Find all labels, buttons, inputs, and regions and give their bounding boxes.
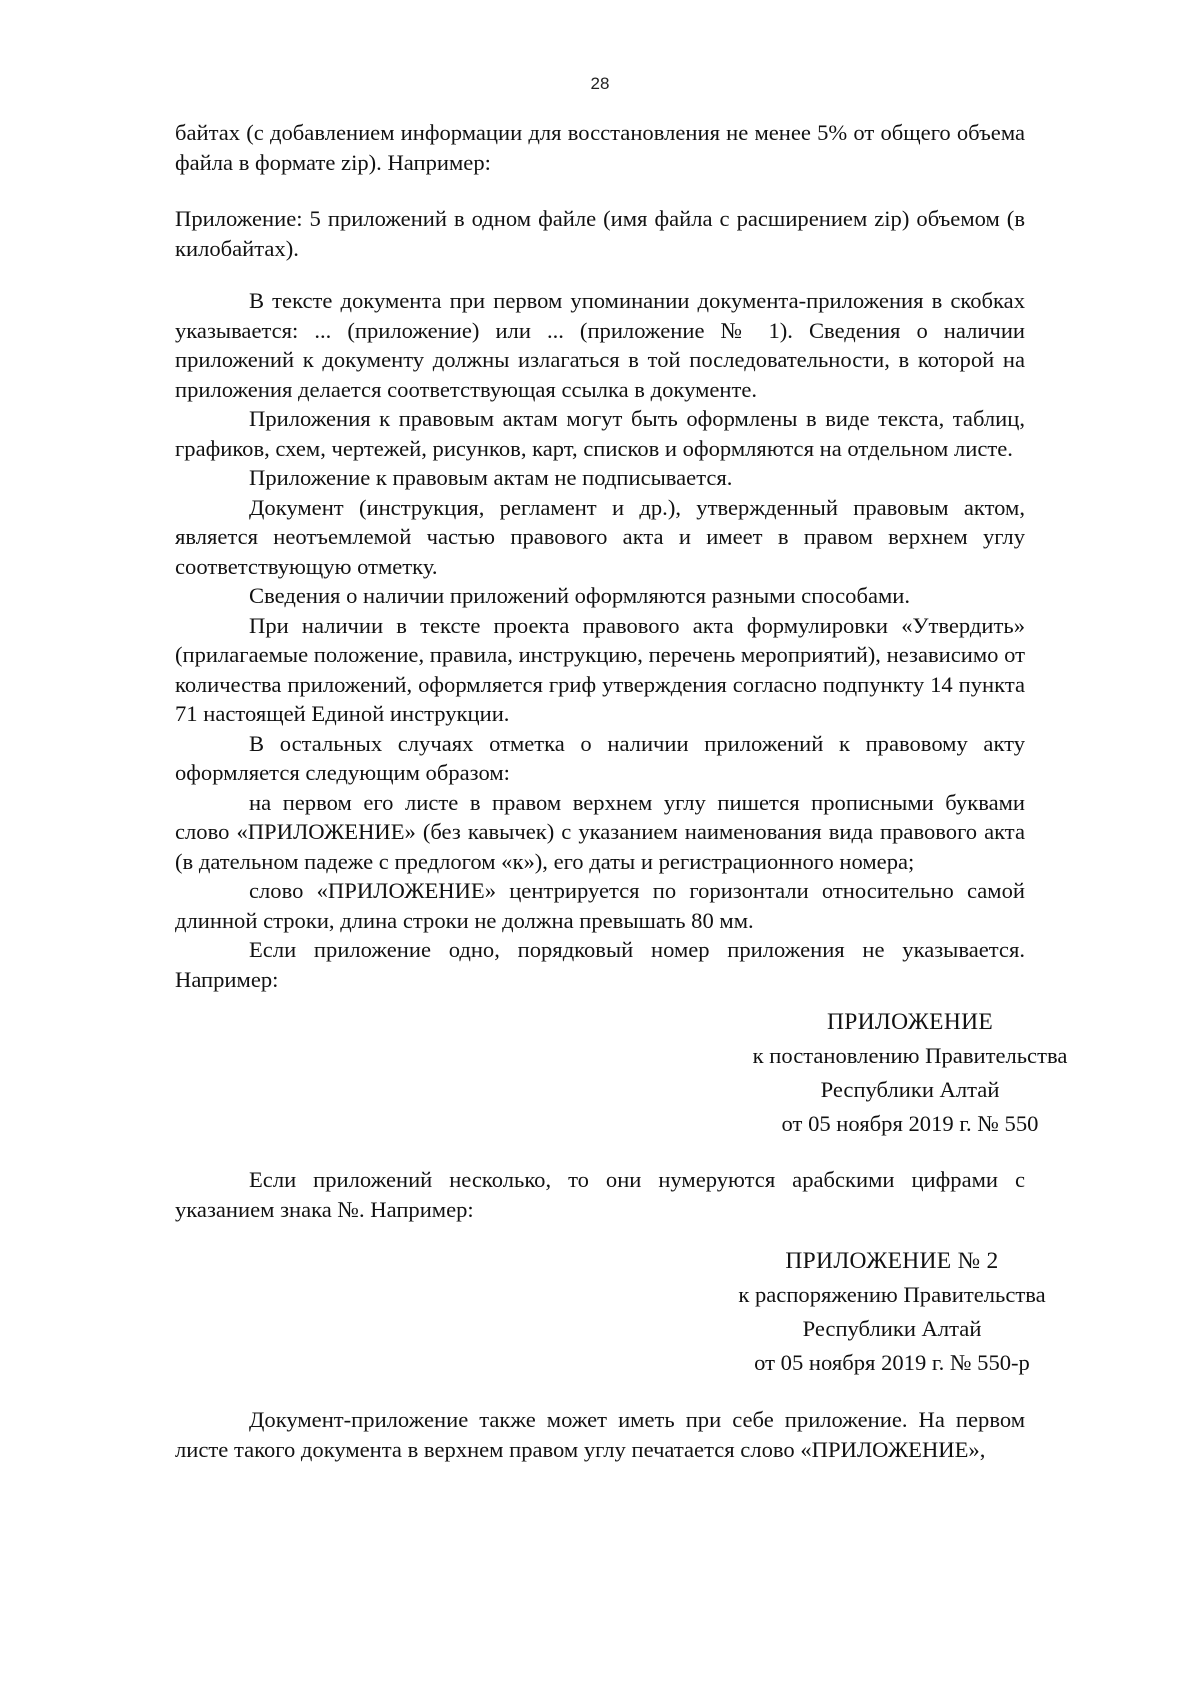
- example-attachment-note: [175, 204, 1025, 263]
- paragraph: Сведения о наличии приложений оформляются разными способами.: [249, 583, 911, 608]
- main-text-block: [175, 286, 1025, 994]
- paragraph: Документ-приложение также может иметь при себе приложение. На первом листе такого документа в верхнем правом углу печатается слово «ПРИЛОЖЕНИЕ»,: [175, 1407, 1025, 1462]
- stamp-line: к распоряжению Правительства: [738, 1282, 1046, 1307]
- paragraph-nested-appendix: [175, 1405, 1025, 1464]
- paragraph: байтах (с добавлением информации для восстановления не менее 5% от общего объема файла в формате zip). Например:: [175, 120, 1025, 175]
- stamp-line: Республики Алтай: [820, 1077, 1000, 1102]
- stamp-line: к постановлению Правительства: [752, 1043, 1068, 1068]
- paragraph: Приложение к правовым актам не подписывается.: [249, 465, 733, 490]
- paragraph: В остальных случаях отметка о наличии приложений к правовому акту оформляется следующим образом:: [175, 730, 1025, 785]
- paragraph: на первом его листе в правом верхнем углу пишется прописными буквами слово «ПРИЛОЖЕНИЕ» (без кавычек) с указанием наименования вида правового акта (в дательном падеже с предлогом «к»), его даты и регистрационного номера;: [175, 789, 1025, 874]
- stamp-heading: ПРИЛОЖЕНИЕ № 2: [785, 1248, 999, 1274]
- stamp-line: Республики Алтай: [802, 1316, 982, 1341]
- paragraph-multiple-appendices: [175, 1165, 1025, 1224]
- paragraph: слово «ПРИЛОЖЕНИЕ» центрируется по горизонтали относительно самой длинной строки, длина строки не должна превышать 80 мм.: [175, 878, 1025, 933]
- paragraph: При наличии в тексте проекта правового акта формулировки «Утвердить» (прилагаемые положение, правила, инструкцию, перечень мероприятий), независимо от количества приложений, оформляется гриф утверждения согласно подпункту 14 пункта 71 настоящей Единой инструкции.: [175, 612, 1025, 726]
- paragraph: Если приложений несколько, то они нумеруются арабскими цифрами с указанием знака №. Например:: [175, 1167, 1025, 1222]
- paragraph: Приложение: 5 приложений в одном файле (имя файла с расширением zip) объемом (в килобайтах).: [175, 206, 1025, 261]
- page-number: 28: [590, 74, 610, 93]
- appendix-stamp-example-1: [685, 1005, 1135, 1141]
- paragraph: Если приложение одно, порядковый номер приложения не указывается. Например:: [175, 937, 1025, 992]
- paragraph: В тексте документа при первом упоминании документа-приложения в скобках указывается: ... (приложение) или ... (приложение № 1). Сведения о наличии приложений к документу должны излагаться в той последовательности, в которой на приложения делается соответствующая ссылка в документе.: [175, 288, 1025, 402]
- stamp-line: от 05 ноября 2019 г. № 550-р: [754, 1350, 1030, 1375]
- paragraph: Приложения к правовым актам могут быть оформлены в виде текста, таблиц, графиков, схем, чертежей, рисунков, карт, списков и оформляются на отдельном листе.: [175, 406, 1025, 461]
- appendix-stamp-example-2: [667, 1244, 1117, 1380]
- stamp-line: от 05 ноября 2019 г. № 550: [781, 1111, 1039, 1136]
- paragraph: Документ (инструкция, регламент и др.), утвержденный правовым актом, является неотъемлемой частью правового акта и имеет в правом верхнем углу соответствующую отметку.: [175, 494, 1025, 579]
- paragraph-continuation: [175, 118, 1025, 177]
- stamp-heading: ПРИЛОЖЕНИЕ: [826, 1009, 994, 1035]
